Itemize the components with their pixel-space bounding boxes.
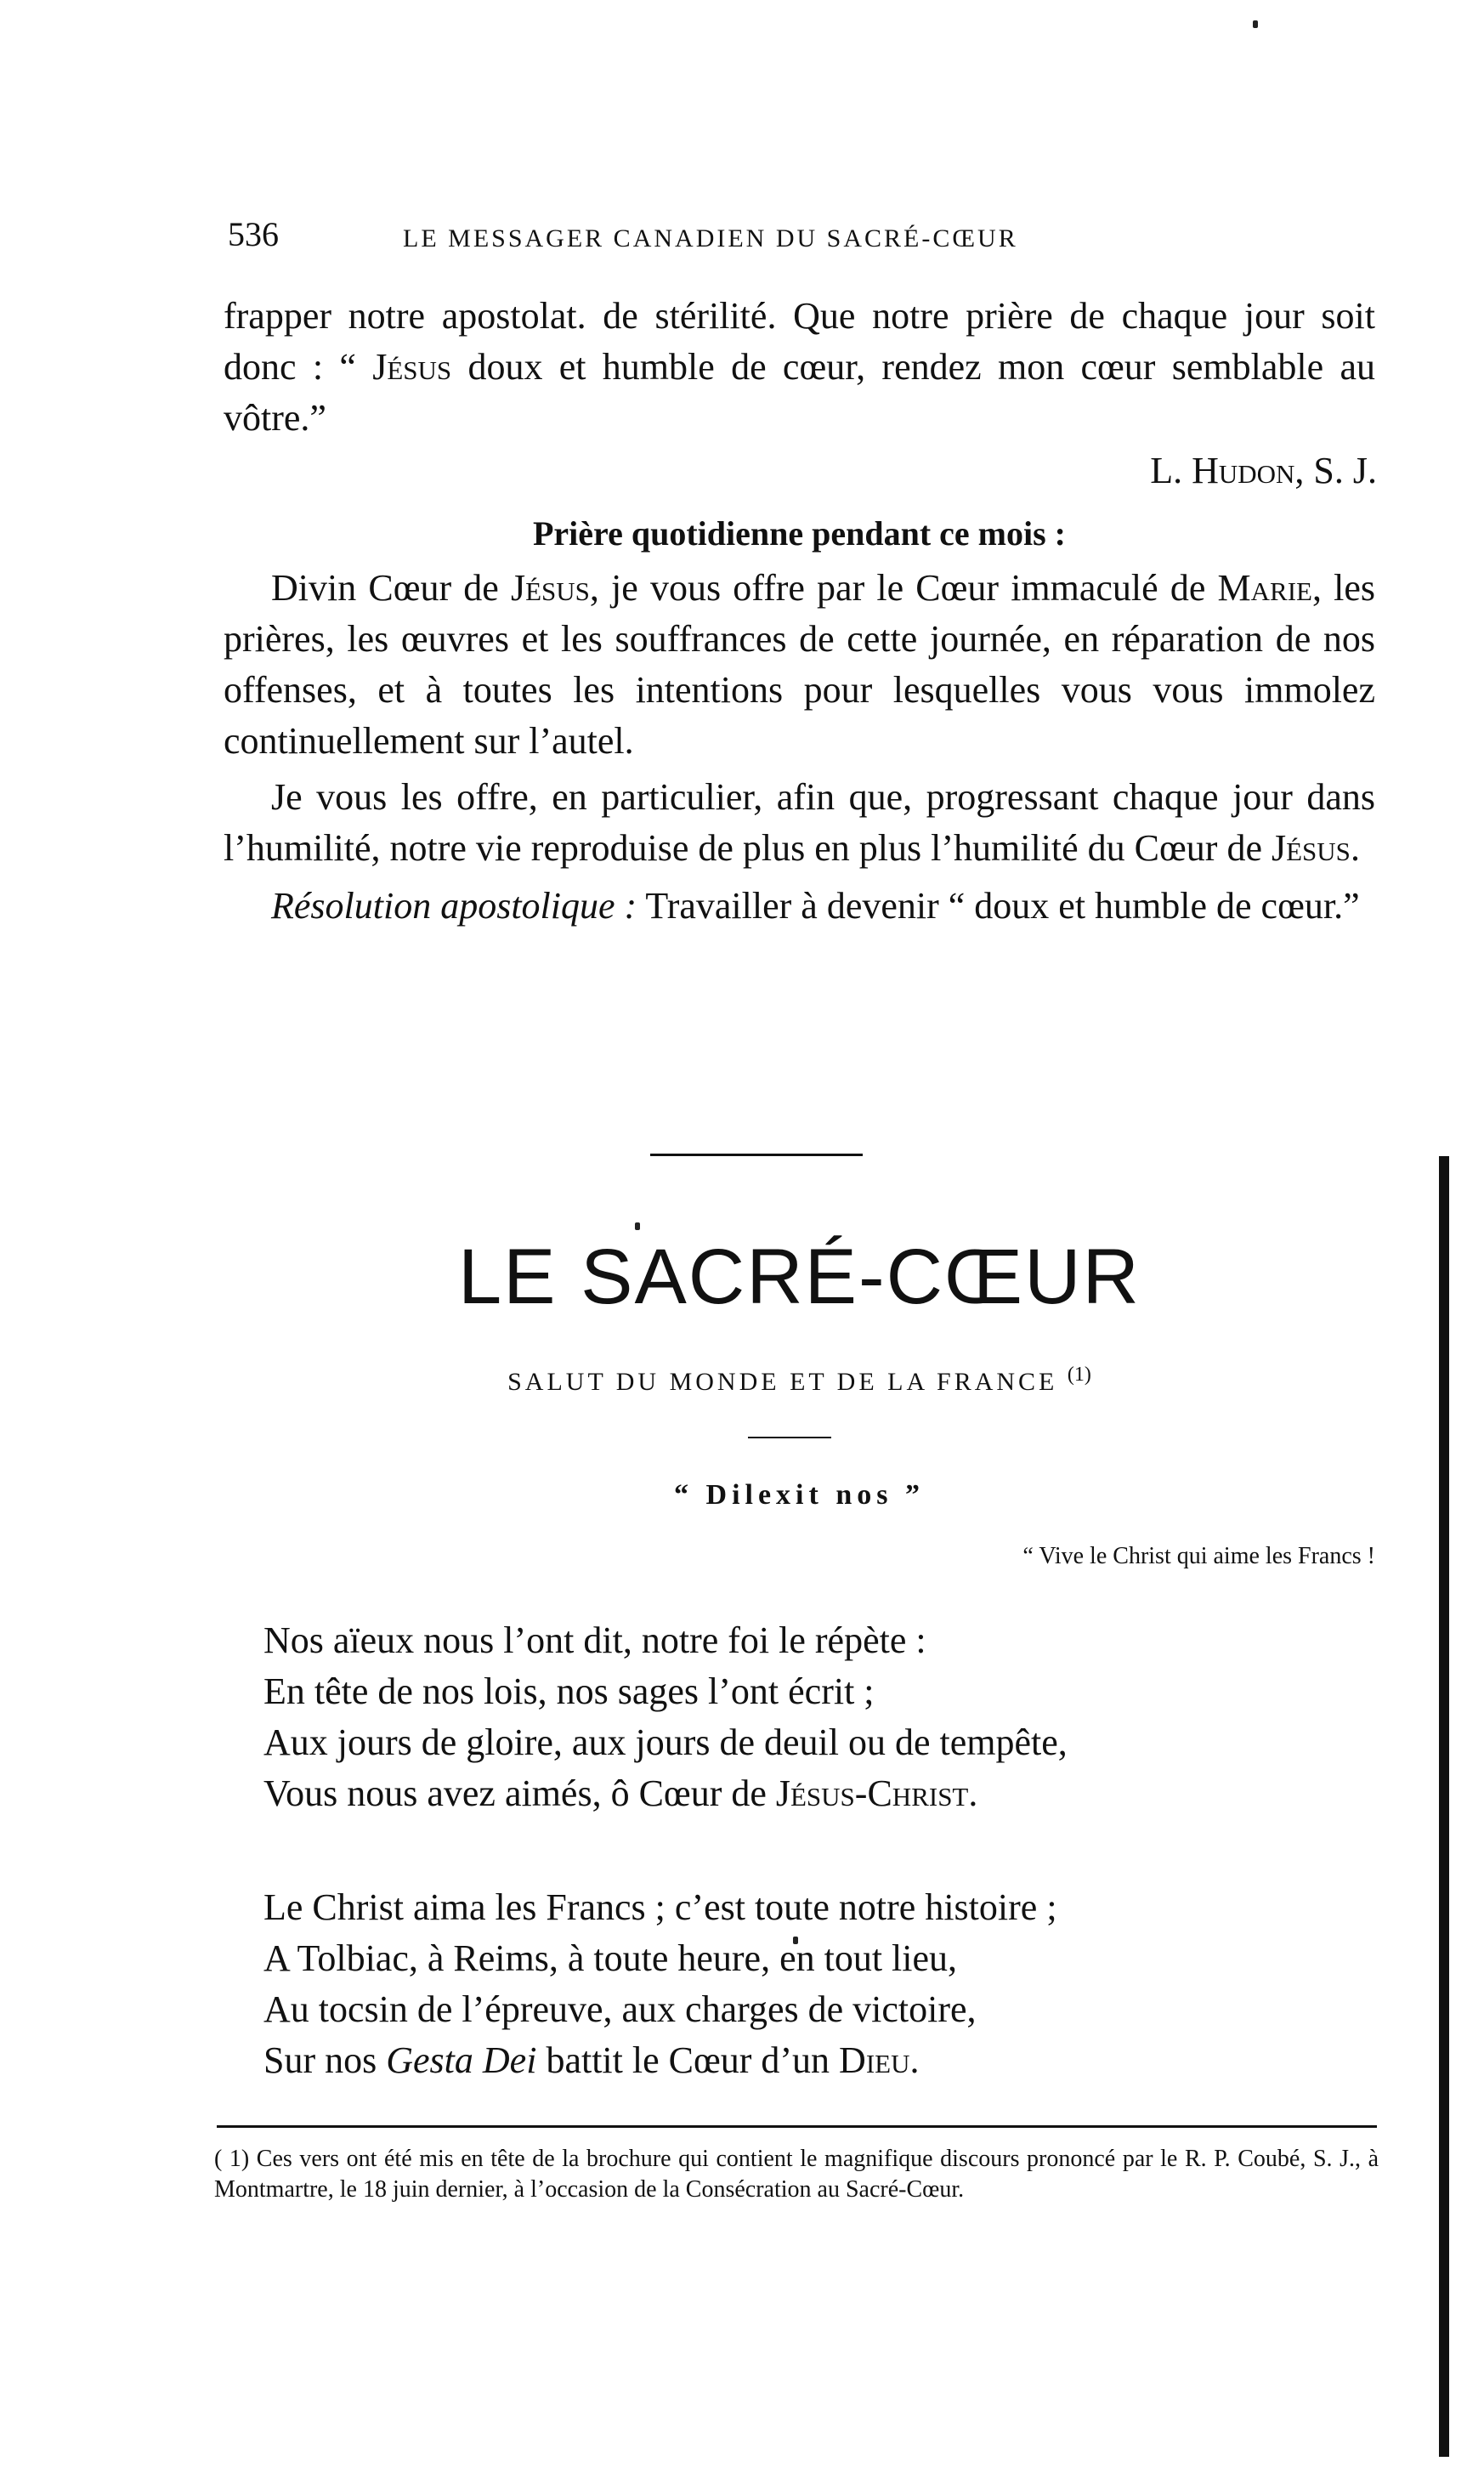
poem-line: A Tolbiac, à Reims, à toute heure, en tout lieu, xyxy=(263,1937,958,1979)
jesus-name: Jésus xyxy=(1272,827,1351,869)
footnote-marker: (1) xyxy=(1067,1364,1091,1386)
running-title: LE MESSAGER CANADIEN DU SACRÉ-CŒUR xyxy=(403,224,1018,252)
intro-paragraph xyxy=(224,291,1375,444)
epigraph-french: “ Vive le Christ qui aime les Francs ! xyxy=(1022,1543,1375,1569)
footnote-rule xyxy=(217,2125,1377,2128)
ink-speck xyxy=(1253,20,1258,28)
subtitle-divider xyxy=(748,1437,831,1438)
poem-stanza-2 xyxy=(263,1882,1394,2086)
footnote: ( 1) Ces vers ont été mis en tête de la brochure qui contient le magnifique discours prononcé par le R. P. Coubé, S. J., à Montmartre, le 18 juin dernier, à l’occasion de la Consécration au Sacré-Cœur. xyxy=(214,2146,1379,2203)
jesus-name: Jésus xyxy=(372,346,452,388)
prayer-paragraph-2: Je vous les offre, en particulier, afin que, progressant chaque jour dans l’humilité, notre vie reproduise de plus en plus l’humilité du Cœur de Jésus. xyxy=(224,776,1375,869)
jesus-christ-name: Jésus-Christ xyxy=(775,1772,969,1814)
marie-name: Marie xyxy=(1217,567,1312,609)
article-subtitle: SALUT DU MONDE ET DE LA FRANCE $^{(1)}$ xyxy=(507,1364,1091,1396)
poem-line: En tête de nos lois, nos sages l’ont écrit ; xyxy=(263,1670,875,1712)
resolution-label: Résolution apostolique : xyxy=(271,885,637,927)
poem-line: Nos aïeux nous l’ont dit, notre foi le répète : xyxy=(263,1619,926,1661)
poem-line: Aux jours de gloire, aux jours de deuil ou de tempête, xyxy=(263,1721,1068,1763)
epigraph-latin: “ Dilexit nos ” xyxy=(674,1479,925,1511)
poem-line: Au tocsin de l’épreuve, aux charges de victoire, xyxy=(263,1988,977,2030)
jesus-name: Jésus xyxy=(510,567,590,609)
poem-line: Vous nous avez aimés, ô Cœur de Jésus-Christ. xyxy=(263,1772,978,1814)
gesta-dei: Gesta Dei xyxy=(386,2039,537,2081)
resolution-paragraph xyxy=(224,881,1375,932)
intro-text-end: doux et humble de cœur, rendez mon cœur semblable au vôtre.” xyxy=(224,346,1375,439)
poem-line: Sur nos Gesta Dei battit le Cœur d’un Dieu. xyxy=(263,2039,920,2081)
prayer-heading: Prière quotidienne pendant ce mois : xyxy=(532,514,1066,553)
author-signature: L. Hudon, S. J. xyxy=(1150,450,1377,491)
ink-speck xyxy=(635,1222,640,1230)
poem-stanza-1 xyxy=(263,1615,1394,1819)
scan-edge-shadow xyxy=(1439,1156,1449,2457)
dieu-name: Dieu xyxy=(839,2039,910,2081)
resolution-text: Travailler à devenir “ doux et humble de cœur.” xyxy=(637,885,1360,927)
prayer-body xyxy=(224,563,1375,932)
poem-line: Le Christ aima les Francs ; c’est toute notre histoire ; xyxy=(263,1886,1057,1928)
prayer-paragraph-1: Divin Cœur de Jésus, je vous offre par le Cœur immaculé de Marie, les prières, les œuvres et les souffrances de cette journée, en réparation de nos offenses, et à toutes les intentions pour lesquelles vous vous immolez continuellement sur l’autel. xyxy=(224,567,1375,762)
section-divider xyxy=(650,1154,863,1156)
running-head xyxy=(228,214,1248,257)
article-title: LE SACRÉ-CŒUR xyxy=(457,1233,1141,1320)
page-number: 536 xyxy=(228,215,279,253)
intro-text: frapper notre apostolat. de stérilité. Que notre prière de chaque jour soit donc : “ xyxy=(224,295,1375,388)
